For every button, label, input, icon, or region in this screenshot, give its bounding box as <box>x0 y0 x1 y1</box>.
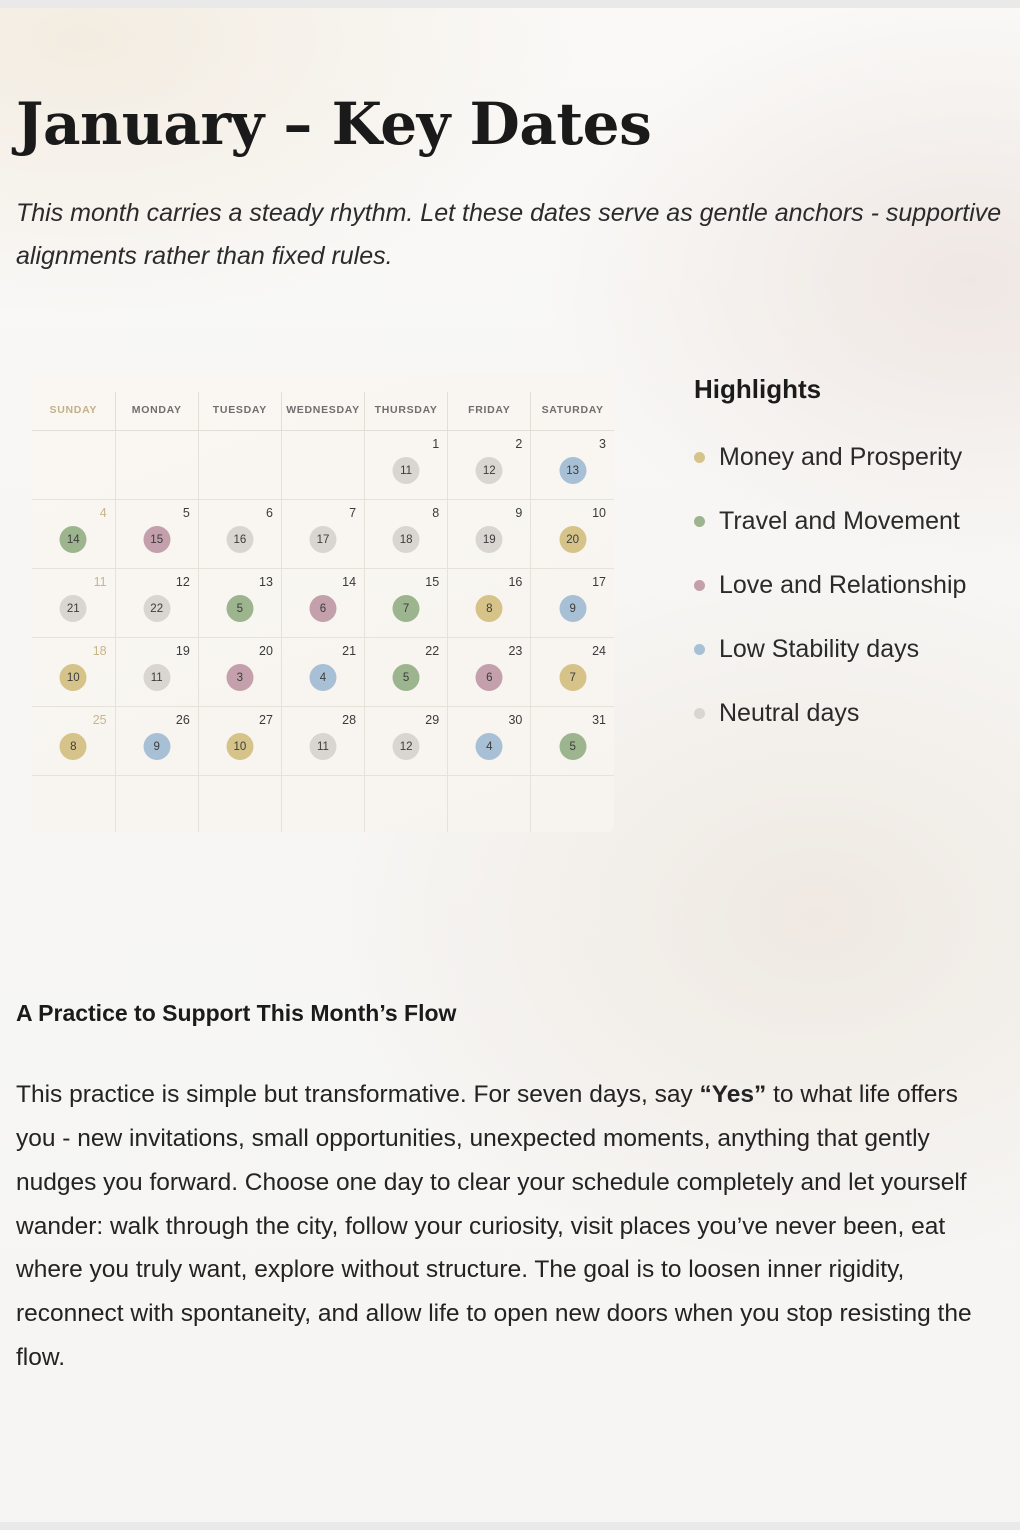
calendar-weekday-saturday: SATURDAY <box>531 392 614 431</box>
calendar-empty-cell <box>281 431 364 500</box>
calendar-marker-travel[interactable]: 5 <box>393 664 420 691</box>
calendar-day-cell[interactable] <box>365 431 448 500</box>
calendar-day-number: 24 <box>592 644 606 658</box>
calendar-day-cell[interactable] <box>115 569 198 638</box>
calendar-empty-cell <box>115 431 198 500</box>
calendar-week-row <box>32 776 614 833</box>
calendar-day-number: 19 <box>175 644 190 658</box>
calendar-marker-neutral[interactable]: 12 <box>476 457 503 484</box>
calendar-day-number: 29 <box>425 713 440 727</box>
practice-body <box>16 1073 1004 1380</box>
calendar-day-cell[interactable] <box>198 500 281 569</box>
calendar-card <box>32 374 614 832</box>
calendar-weekday-monday: MONDAY <box>115 392 198 431</box>
calendar-marker-neutral[interactable]: 11 <box>309 733 336 760</box>
calendar-day-cell[interactable] <box>365 638 448 707</box>
highlight-label: Travel and Movement <box>719 507 960 535</box>
calendar-day-number: 8 <box>432 506 440 520</box>
calendar-marker-love[interactable]: 15 <box>143 526 170 553</box>
calendar-weekday-thursday: THURSDAY <box>365 392 448 431</box>
calendar-marker-low[interactable]: 9 <box>559 595 586 622</box>
calendar-marker-neutral[interactable]: 19 <box>476 526 503 553</box>
calendar-marker-neutral[interactable]: 16 <box>226 526 253 553</box>
calendar-day-number: 4 <box>99 506 107 520</box>
calendar-day-number: 6 <box>265 506 273 520</box>
calendar-day-cell[interactable] <box>115 707 198 776</box>
calendar-day-cell[interactable] <box>115 500 198 569</box>
calendar-day-number: 15 <box>425 575 440 589</box>
calendar-day-cell[interactable] <box>448 638 531 707</box>
calendar-day-cell[interactable] <box>281 500 364 569</box>
calendar-day-cell[interactable] <box>32 707 115 776</box>
calendar-marker-travel[interactable]: 5 <box>559 733 586 760</box>
calendar-marker-travel[interactable]: 7 <box>393 595 420 622</box>
calendar-day-cell[interactable] <box>531 638 614 707</box>
legend-dot-icon <box>694 580 705 591</box>
calendar-day-cell[interactable] <box>448 431 531 500</box>
calendar-week-row <box>32 500 614 569</box>
calendar-marker-neutral[interactable]: 11 <box>393 457 420 484</box>
calendar-empty-cell <box>32 431 115 500</box>
calendar-marker-money[interactable]: 8 <box>476 595 503 622</box>
calendar-day-cell[interactable] <box>198 638 281 707</box>
practice-heading: A Practice to Support This Month’s Flow <box>16 1000 457 1026</box>
calendar-weekday-tuesday: TUESDAY <box>198 392 281 431</box>
legend-dot-icon <box>694 516 705 527</box>
calendar-day-number: 27 <box>259 713 273 727</box>
practice-text-after: to what life offers you - new invitations, small opportunities, unexpected moments, anything that gently nudges you forward. Choose one day to clear your schedule completely and let yourself wander: walk through the city, follow your curiosity, visit places you’ve never been, eat where you truly want, explore without structure. The goal is to loosen inner rigidity, reconnect with spontaneity, and allow life to open new doors when you stop resisting the flow. <box>16 1081 972 1372</box>
calendar-day-cell[interactable] <box>531 707 614 776</box>
highlight-label: Low Stability days <box>719 635 920 663</box>
calendar-day-cell[interactable] <box>32 500 115 569</box>
calendar-day-cell[interactable] <box>281 707 364 776</box>
highlights-panel <box>694 374 966 763</box>
highlight-item <box>694 635 966 664</box>
calendar-day-cell[interactable] <box>365 707 448 776</box>
practice-text-before: This practice is simple but transformative. For seven days, say <box>16 1081 700 1108</box>
calendar-day-cell[interactable] <box>531 500 614 569</box>
calendar-marker-low[interactable]: 13 <box>559 457 586 484</box>
calendar-day-number: 7 <box>349 506 357 520</box>
calendar-marker-neutral[interactable]: 22 <box>143 595 170 622</box>
calendar-table <box>32 392 614 832</box>
calendar-day-number: 14 <box>342 575 357 589</box>
scrollbar-bottom[interactable] <box>0 1522 1020 1530</box>
calendar-empty-cell <box>198 776 281 833</box>
legend-dot-icon <box>694 452 705 463</box>
calendar-day-number: 12 <box>175 575 190 589</box>
calendar-day-number: 1 <box>432 437 440 451</box>
calendar-marker-money[interactable]: 10 <box>226 733 253 760</box>
calendar-marker-neutral[interactable]: 12 <box>393 733 420 760</box>
calendar-empty-cell <box>531 776 614 833</box>
calendar-marker-travel[interactable]: 14 <box>60 526 87 553</box>
practice-text-bold: “Yes” <box>699 1081 767 1108</box>
highlight-label: Neutral days <box>719 699 860 727</box>
calendar-marker-money[interactable]: 7 <box>559 664 586 691</box>
calendar-day-number: 13 <box>259 575 273 589</box>
highlight-label: Money and Prosperity <box>719 443 963 471</box>
highlights-heading: Highlights <box>694 374 822 404</box>
calendar-day-number: 16 <box>508 575 523 589</box>
calendar-weekday-sunday: SUNDAY <box>32 392 115 431</box>
calendar-day-number: 21 <box>342 644 357 658</box>
legend-dot-icon <box>694 708 705 719</box>
calendar-day-number: 23 <box>508 644 523 658</box>
calendar-day-number: 22 <box>425 644 440 658</box>
calendar-day-number: 25 <box>92 713 107 727</box>
calendar-day-number: 20 <box>259 644 273 658</box>
calendar-day-number: 2 <box>515 437 523 451</box>
calendar-day-cell[interactable] <box>32 569 115 638</box>
calendar-day-cell[interactable] <box>531 431 614 500</box>
calendar-week-row <box>32 707 614 776</box>
calendar-day-cell[interactable] <box>281 638 364 707</box>
calendar-day-number: 26 <box>175 713 190 727</box>
calendar-day-cell[interactable] <box>448 500 531 569</box>
calendar-day-cell[interactable] <box>448 707 531 776</box>
highlight-item <box>694 571 966 600</box>
calendar-marker-money[interactable]: 8 <box>60 733 87 760</box>
calendar-day-cell[interactable] <box>32 638 115 707</box>
calendar-day-number: 28 <box>342 713 357 727</box>
calendar-weekday-wednesday: WEDNESDAY <box>281 392 364 431</box>
calendar-header-row <box>32 392 614 431</box>
calendar-empty-cell <box>115 776 198 833</box>
calendar-day-cell[interactable] <box>198 707 281 776</box>
calendar-week-row <box>32 569 614 638</box>
scrollbar-top[interactable] <box>0 0 1020 8</box>
calendar-day-number: 31 <box>592 713 606 727</box>
calendar-day-cell[interactable] <box>115 638 198 707</box>
calendar-day-number: 9 <box>515 506 523 520</box>
calendar-day-cell[interactable] <box>448 569 531 638</box>
calendar-day-number: 17 <box>592 575 606 589</box>
calendar-marker-low[interactable]: 4 <box>476 733 503 760</box>
calendar-marker-love[interactable]: 6 <box>476 664 503 691</box>
legend-dot-icon <box>694 644 705 655</box>
page-title: January – Key Dates <box>16 90 652 158</box>
intro-paragraph: This month carries a steady rhythm. Let these dates serve as gentle anchors - supportive alignments rather than fixed rules. <box>16 199 1002 270</box>
highlight-label: Love and Relationship <box>719 571 967 599</box>
calendar-empty-cell <box>32 776 115 833</box>
calendar-day-number: 18 <box>92 644 107 658</box>
calendar-day-number: 11 <box>93 575 107 589</box>
calendar-empty-cell <box>198 431 281 500</box>
calendar-marker-love[interactable]: 6 <box>309 595 336 622</box>
calendar-marker-neutral[interactable]: 11 <box>143 664 170 691</box>
calendar-day-number: 5 <box>182 506 190 520</box>
highlight-item <box>694 507 966 536</box>
calendar-day-cell[interactable] <box>365 500 448 569</box>
calendar-day-cell[interactable] <box>531 569 614 638</box>
calendar-day-cell[interactable] <box>281 569 364 638</box>
calendar-week-row <box>32 638 614 707</box>
calendar-marker-money[interactable]: 10 <box>60 664 87 691</box>
calendar-marker-travel[interactable]: 5 <box>226 595 253 622</box>
highlight-item <box>694 443 966 472</box>
calendar-marker-neutral[interactable]: 17 <box>309 526 336 553</box>
calendar-empty-cell <box>448 776 531 833</box>
calendar-day-number: 10 <box>592 506 606 520</box>
calendar-body <box>32 431 614 833</box>
document-page <box>0 8 1020 1522</box>
calendar-marker-love[interactable]: 3 <box>226 664 253 691</box>
calendar-marker-neutral[interactable]: 18 <box>393 526 420 553</box>
calendar-marker-neutral[interactable]: 21 <box>60 595 87 622</box>
calendar-day-number: 3 <box>599 437 606 451</box>
calendar-marker-money[interactable]: 20 <box>559 526 586 553</box>
calendar-marker-low[interactable]: 4 <box>309 664 336 691</box>
calendar-and-highlights <box>0 374 1020 832</box>
calendar-marker-low[interactable]: 9 <box>143 733 170 760</box>
calendar-day-cell[interactable] <box>198 569 281 638</box>
highlights-list <box>694 443 966 728</box>
calendar-week-row <box>32 431 614 500</box>
calendar-day-number: 30 <box>508 713 523 727</box>
highlight-item <box>694 699 966 728</box>
calendar-empty-cell <box>281 776 364 833</box>
calendar-day-cell[interactable] <box>365 569 448 638</box>
calendar-weekday-friday: FRIDAY <box>448 392 531 431</box>
practice-section <box>16 1000 1004 1380</box>
calendar-empty-cell <box>365 776 448 833</box>
